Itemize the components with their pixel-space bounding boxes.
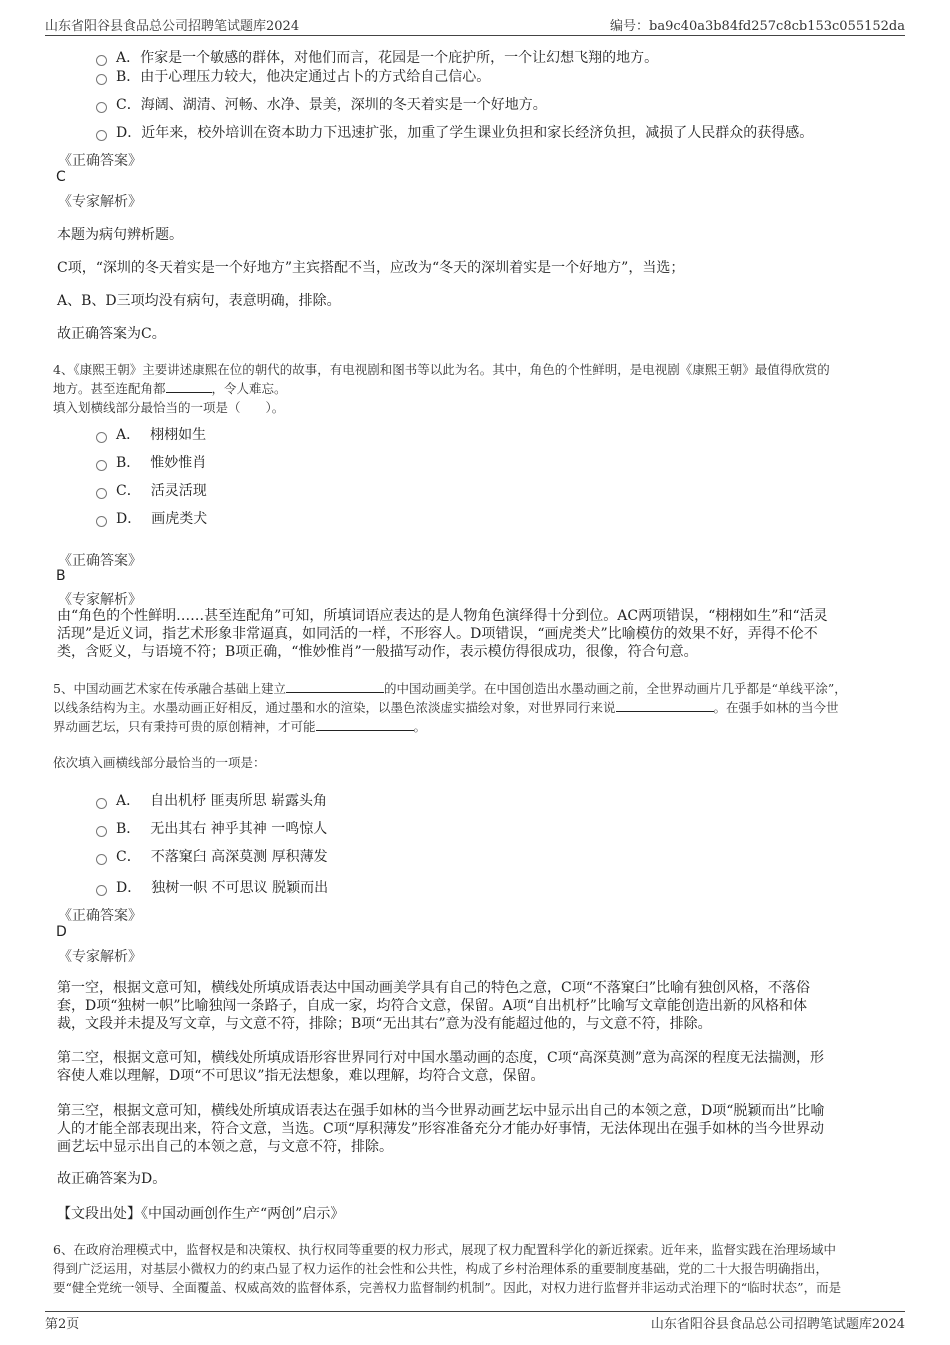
q4-correct-label: 《正确答案》 (58, 553, 142, 569)
answer-blank (616, 699, 714, 712)
radio-icon[interactable] (96, 885, 107, 896)
q5-conclusion: 故正确答案为D。 (57, 1171, 167, 1187)
q3-analysis-label: 《专家解析》 (58, 194, 142, 210)
q5-option-b[interactable]: B． 无出其右 神乎其神 一鸣惊人 (96, 818, 327, 838)
q3-option-b[interactable]: B．由于心理压力较大，他决定通过占卜的方式给自己信心。 (96, 66, 490, 86)
q3-option-a[interactable]: A．作家是一个敏感的群体，对他们而言，花园是一个庇护所，一个让幻想飞翔的地方。 (96, 47, 658, 67)
q4-option-c[interactable]: C． 活灵活现 (96, 480, 207, 500)
q5-analysis-p2: 第二空，根据文意可知，横线处所填成语形容世界同行对中国水墨动画的态度，C项“高深莫测”意为高深的程度无法揣测，形 容使人难以理解，D项“不可思议”指无法想象，难以理解，均符合文意，保留。 (57, 1050, 825, 1084)
q5-correct-label: 《正确答案》 (58, 908, 142, 924)
q4-analysis: 由“角色的个性鲜明……甚至连配角”可知，所填词语应表达的是人物角色演绎得十分到位。AC两项错误，“栩栩如生”和“活灵 活现”是近义词，指艺术形象非常逼真，如同活的一样，不形容人。D项错误，“画虎类犬”比喻模仿的效果不好，弄得不伦不 类，含贬义，与语境不符；B项正确，“惟妙惟肖”一般描写动作，表示模仿得很成功，很像，符合句意。 (57, 608, 828, 660)
radio-icon[interactable] (96, 854, 107, 865)
radio-icon[interactable] (96, 488, 107, 499)
header-divider (45, 35, 905, 36)
radio-icon[interactable] (96, 102, 107, 113)
answer-blank (166, 380, 212, 393)
footer-divider (45, 1311, 905, 1312)
q5-analysis-p3: 第三空，根据文意可知，横线处所填成语表达在强手如林的当今世界动画艺坛中显示出自己的本领之意，D项“脱颖而出”比喻 人的才能全部表现出来，符合文意，当选。C项“厚积薄发”形容准备充分才能办好事情，无法体现出在强手如林的当今世界动 画艺坛中显示出自己的本领之意，与文意不符，排除。 (57, 1103, 825, 1155)
q5-source: 【文段出处】《中国动画创作生产“两创”启示》 (57, 1206, 345, 1222)
footer-title: 山东省阳谷县食品总公司招聘笔试题库2024 (650, 1317, 905, 1332)
q5-analysis-label: 《专家解析》 (58, 949, 142, 965)
radio-icon[interactable] (96, 74, 107, 85)
q3-analysis-p2: C项，“深圳的冬天着实是一个好地方”主宾搭配不当，应改为“冬天的深圳着实是一个好地方”，当选； (57, 260, 685, 276)
q5-instruction: 依次填入画横线部分最恰当的一项是： (53, 755, 266, 770)
radio-icon[interactable] (96, 55, 107, 66)
q3-option-c[interactable]: C．海阔、湖清、河畅、水净、景美，深圳的冬天着实是一个好地方。 (96, 94, 547, 114)
radio-icon[interactable] (96, 798, 107, 809)
page-number: 第2页 (45, 1317, 80, 1332)
q3-answer: C (56, 169, 66, 185)
answer-blank (316, 718, 414, 731)
q4-analysis-label: 《专家解析》 (58, 592, 142, 608)
q3-analysis-p4: 故正确答案为C。 (57, 326, 166, 342)
radio-icon[interactable] (96, 130, 107, 141)
q5-option-d[interactable]: D． 独树一帜 不可思议 脱颖而出 (96, 877, 328, 897)
q3-analysis-p3: A、B、D三项均没有病句，表意明确，排除。 (57, 293, 341, 309)
q5-option-a[interactable]: A． 自出机杼 匪夷所思 崭露头角 (96, 790, 327, 810)
q4-stem: 4、《康熙王朝》主要讲述康熙在位的朝代的故事，有电视剧和图书等以此为名。其中，角色的个性鲜明，是电视剧《康熙王朝》最值得欣赏的 地方。甚至连配角都 ，令人难忘。 填入划横线部分最恰当的一项是（ ）。 (53, 362, 830, 415)
q6-stem: 6、在政府治理模式中，监督权是和决策权、执行权同等重要的权力形式，展现了权力配置科学化的新近探索。近年来，监督实践在治理场域中 得到广泛运用，对基层小微权力的约束凸显了权力运作的社会性和公共性，构成了乡村治理体系的重要制度基础，党的二十大报告明确指出， 要“健全党统一领导、全面覆盖、权威高效的监督体系，完善权力监督制约机制”。因此，对权力进行监督并非运动式治理下的“临时状态”，而是 (53, 1242, 842, 1295)
page-header (45, 15, 905, 33)
q5-option-c[interactable]: C． 不落窠臼 高深莫测 厚积薄发 (96, 846, 328, 866)
q3-option-d[interactable]: D．近年来，校外培训在资本助力下迅速扩张，加重了学生课业负担和家长经济负担，减损了人民群众的获得感。 (96, 122, 813, 142)
q5-answer: D (56, 924, 67, 940)
answer-blank (286, 680, 384, 693)
q4-option-a[interactable]: A． 栩栩如生 (96, 424, 206, 444)
radio-icon[interactable] (96, 460, 107, 471)
q5-stem: 5、中国动画艺术家在传承融合基础上建立 的中国动画美学。在中国创造出水墨动画之前，全世界动画片几乎都是“单线平涂”， 以线条结构为主。水墨动画正好相反，通过墨和水的渲染，以墨色浓淡虚实描绘对象，对世界同行来说 。在强手如林的当今世 界动画艺坛，只有秉持可贵的原创精神，才可能 。 (53, 681, 847, 734)
header-doc-id: 编号：ba9c40a3b84fd257c8cb153c055152da (610, 19, 905, 34)
header-title: 山东省阳谷县食品总公司招聘笔试题库2024 (45, 19, 300, 34)
q3-analysis-p1: 本题为病句辨析题。 (57, 227, 183, 243)
q4-option-d[interactable]: D． 画虎类犬 (96, 508, 207, 528)
radio-icon[interactable] (96, 516, 107, 527)
radio-icon[interactable] (96, 432, 107, 443)
q3-correct-label: 《正确答案》 (58, 153, 142, 169)
q4-answer: B (56, 568, 66, 584)
q4-option-b[interactable]: B． 惟妙惟肖 (96, 452, 206, 472)
radio-icon[interactable] (96, 826, 107, 837)
q5-analysis-p1: 第一空，根据文意可知，横线处所填成语表达中国动画美学具有自己的特色之意，C项“不落窠臼”比喻有独创风格，不落俗 套，D项“独树一帜”比喻独闯一条路子，自成一家，均符合文意，保留。A项“自出机杼”比喻写文章能创造出新的风格和体 裁，文段并未提及写文章，与文意不符，排除；B项“无出其右”意为没有能超过他的，与文意不符，排除。 (57, 980, 811, 1032)
